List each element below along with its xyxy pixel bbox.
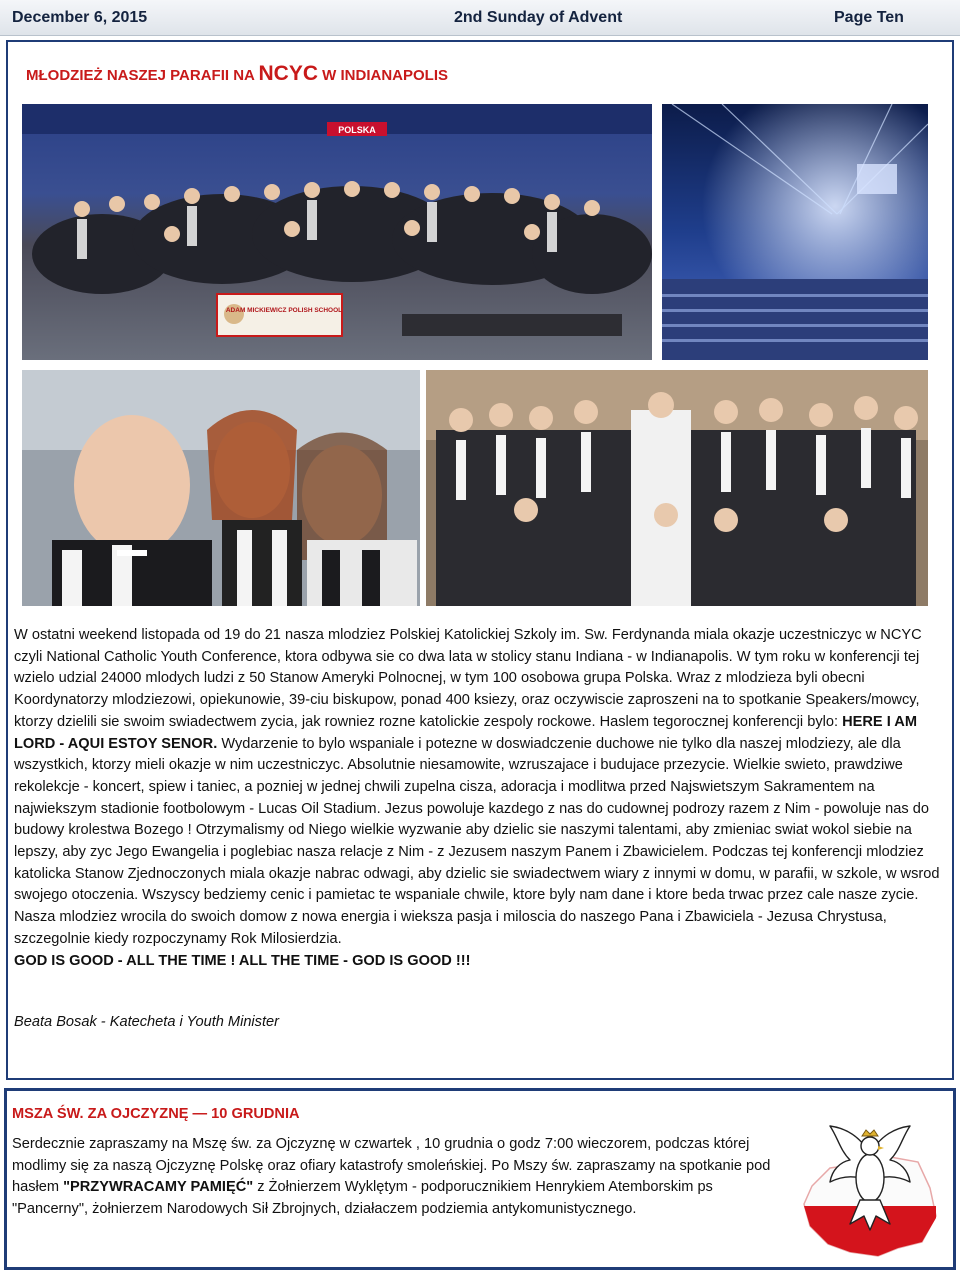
article-body [14, 625, 950, 972]
mass-body: Serdecznie zapraszamy na Mszę św. za Ojczyznę w czwartek , 10 grudnia o godz 7:00 wieczorem, podczas której modlimy się za naszą Ojczyznę Polskę oraz ofiary katastrofy smoleńskiej. Po Mszy św. zapraszamy na spotkanie pod hasłem "PRZYWRACAMY PAMIĘĆ" z Żołnierzem Wyklętym - podporucznikiem Henrykiem Atemborskim ps "Pancerny", żołnierzem Narodowych Sił Zbrojnych, działaczem podziemia antykomunistycznego. [12, 1136, 771, 1218]
selfie-photo [22, 370, 420, 606]
article-title: MŁODZIEŻ NASZEJ PARAFII NA NCYC W INDIANAPOLIS [26, 62, 449, 85]
mass-event-name: "PRZYWRACAMY PAMIĘĆ" [63, 1179, 254, 1196]
school-banner-text: ADAM MICKIEWICZ POLISH SCHOOL [225, 307, 343, 314]
article-title-highlight: NCYC [258, 62, 319, 85]
header-page-number: Page Ten [834, 9, 904, 26]
conference-motto: HERE I AM LORD - AQUI ESTOY SENOR. [14, 713, 917, 752]
pope-group-photo [426, 370, 928, 606]
article-signature: Beata Bosak - Katecheta i Youth Minister [14, 1014, 280, 1030]
article-paragraph-1: W ostatni weekend listopada od 19 do 21 nasza mlodziez Polskiej Katolickiej Szkoly im. Sw. Ferdynanda miala okazje uczestniczyc w NCYC czyli National Catholic Youth Conference, ktora odbywa sie co dwa lata w stolicy stanu Indiana - w Indianapolis. W tym roku w konferencji tej wzielo udzial 24000 mlodych ludzi z 50 Stanow Ameryki Polnocnej, w tym 100 osobowa grupa Polska. Wraz z mlodzieza byli obecni Koordynatorzy mlodziezowi, opiekunowie, 39-ciu biskupow, ponad 400 ksiezy, oraz oczywiscie zaproszeni na to spotkanie Speakers/mowcy, ktorzy dzielili sie swoim swiadectwem zycia, jak rowniez rozne katolickie zespoly rockowe. Haslem tegorocznej konferencji bylo: [14, 627, 922, 730]
polish-eagle-emblem-icon [790, 1106, 950, 1266]
article-paragraph-2: Wydarzenie to bylo wspaniale i potezne w doswiadczenie duchowe nie tylko dla naszej mlodziezy, ale dla wszystkich, ktorzy mieli okazje w nim uczestniczyc. Absolutnie niesamowite, wzruszajace i budujace przezycie. Wielkie swieto, prawdziwe rekolekcje - koncert, spiew i taniec, a pozniej w jednej chwili zupelna cisza, adoracja i modlitwa przed Najswietszym Sakramentem na najwiekszym stadionie footbolowym - Lucas Oil Stadium. Jezus powoluje kazdego z nas do cudownej podrozy razem z Nim - powoluje nas do budowy krolestwa Bozego ! Otrzymalismy od Niego wielkie wyzwanie aby dzielic sie naszymi talentami, aby zmieniac swiat wokol siebie na lepszy, aby zyc Jego Ewangelia i poglebiac nasza relacje z Nim - z Jezusem naszym Panem i Zbawicielem. Podczas tej konferencji mlodziez katolicka Stanow Zjednoczonych miala okazje nabrac odwagi, aby dzielic sie swiadectwem wiary z innymi w domu, w parafii, w szkole, w wsrod swojego otoczenia. Wszyscy bedziemy cenic i pamietac te wspaniale chwile, ktore byly nam dane i ktore beda trwac przez cale nasze zycie. Nasza mlodziez wrocila do swoich domow z nowa energia i wieksza pasja i miloscia do naszego Pana i Zbawiciela - Jezusa Chrystusa, szczegolnie kiedy rozpoczynamy Rok Milosierdzia. [14, 735, 940, 947]
header-title: 2nd Sunday of Advent [454, 9, 623, 26]
header-date: December 6, 2015 [12, 9, 148, 26]
mass-title: MSZA ŚW. ZA OJCZYZNĘ — 10 GRUDNIA [12, 1106, 300, 1122]
page-header [0, 0, 960, 36]
group-photo [22, 104, 652, 360]
flag-text: POLSKA [338, 125, 376, 135]
closing-line: GOD IS GOOD - ALL THE TIME ! ALL THE TIME - GOD IS GOOD !!! [14, 952, 471, 969]
stadium-photo [662, 104, 928, 360]
